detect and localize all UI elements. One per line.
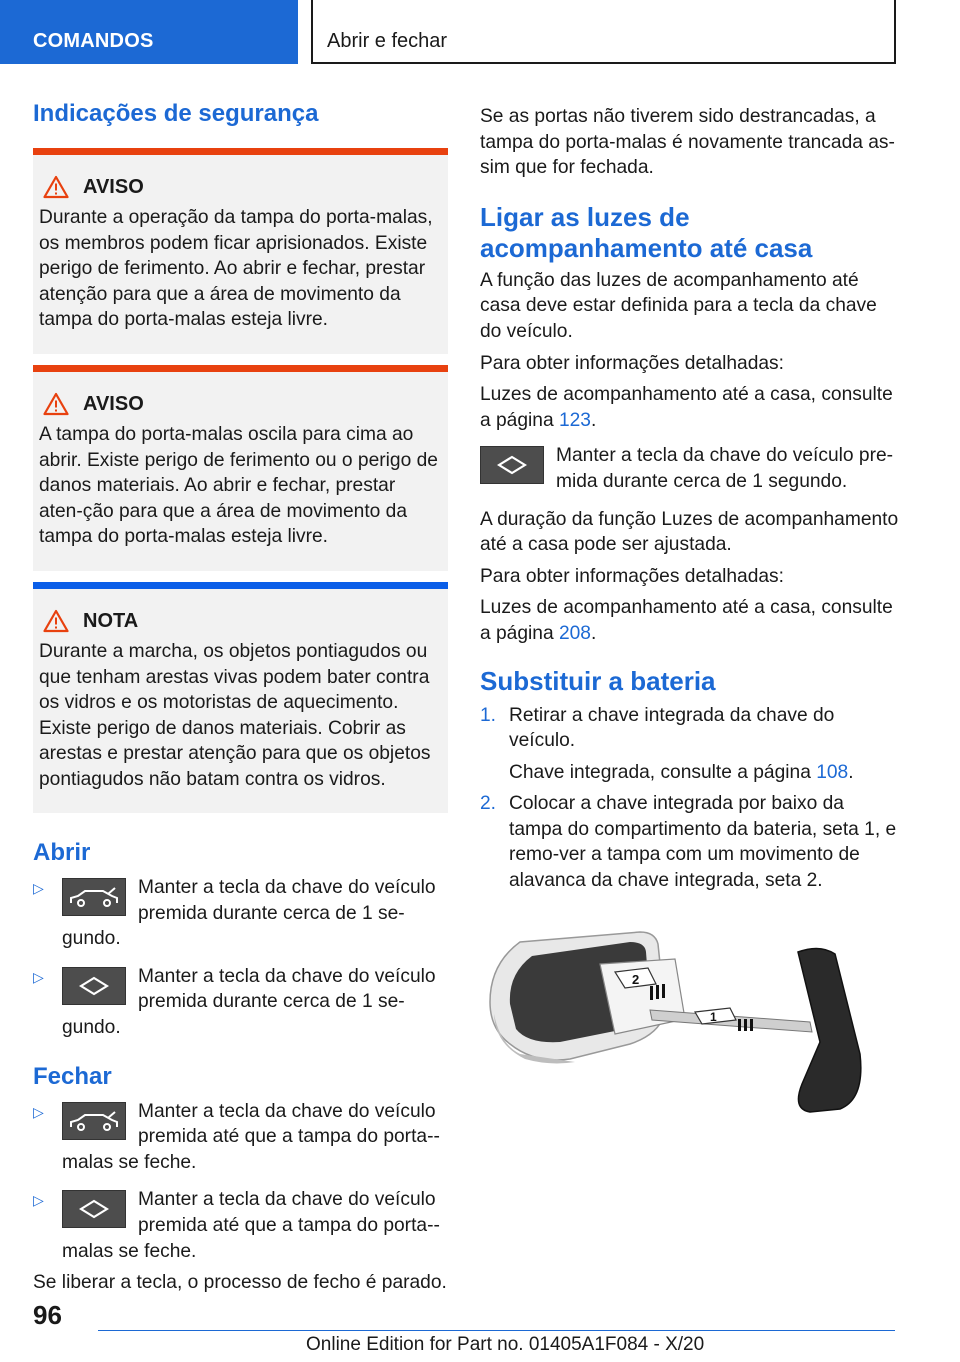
list-item-text: Manter a tecla da chave do veículo premida até que a tampa do porta--malas se feche. <box>62 1100 440 1173</box>
step-number: 1. <box>480 704 497 726</box>
key-battery-illustration <box>480 924 880 1124</box>
list-item-text: Manter a tecla da chave do veículo premida durante cerca de 1 se-gundo. <box>62 877 436 950</box>
warning-triangle-icon <box>43 609 69 633</box>
triangle-bullet-icon: ▷ <box>33 1192 44 1209</box>
notice-label: AVISO <box>83 392 144 415</box>
page-link[interactable]: 123 <box>558 409 591 431</box>
fechar-title: Fechar <box>33 1062 112 1090</box>
trunk-key-icon <box>62 878 126 916</box>
page-reference: Luzes de acompanhamento até a casa, consulte a página 208. <box>480 597 893 644</box>
luzes-title: Ligar as luzes de acompanhamento até casa <box>480 201 813 263</box>
intro-text: Se as portas não tiverem sido destrancadas, a tampa do porta-malas é novamente trancada as-sim que for fechada. <box>480 106 895 179</box>
page-reference: Luzes de acompanhamento até a casa, consulte a página 123. <box>480 384 893 431</box>
page-number: 96 <box>33 1300 62 1330</box>
left-column <box>33 100 448 1296</box>
diamond-key-icon <box>480 446 544 484</box>
list-item-text: Manter a tecla da chave do veículo premida durante cerca de 1 se-gundo. <box>62 965 436 1038</box>
warning-notice <box>33 148 448 354</box>
step-subitem: Chave integrada, consulte a página 108. <box>509 761 854 783</box>
info-label: Para obter informações detalhadas: <box>480 352 784 374</box>
luzes-text: A função das luzes de acompanhamento até casa deve estar definida para a tecla da chave do veículo. <box>480 269 877 342</box>
step-item <box>480 791 900 893</box>
reference-text: Chave integrada, consulte a página <box>509 761 817 783</box>
abrir-title: Abrir <box>33 839 91 866</box>
note-notice <box>33 582 448 813</box>
section-label: COMANDOS <box>33 30 154 52</box>
page-link[interactable]: 208 <box>558 622 591 644</box>
key-instruction <box>480 443 900 494</box>
footer-divider <box>98 1330 895 1331</box>
step-number: 2. <box>480 793 497 815</box>
warning-triangle-icon <box>43 175 69 199</box>
notice-text: Durante a marcha, os objetos pontiagudos ou que tenham arestas vivas podem bater contra os vidros e os motoristas de aquecimento. Existe perigo de danos materiais. Cobrir as arestas e prestar atenção para que os objetos pontiagudos não batam contra os vidros. <box>39 641 431 790</box>
step-text: Retirar a chave integrada da chave do veículo. <box>509 704 835 752</box>
diamond-key-icon <box>62 967 126 1005</box>
reference-text: Luzes de acompanhamento até a casa, consulte a página <box>480 384 893 431</box>
notice-text: A tampa do porta-malas oscila para cima ao abrir. Existe perigo de ferimento ou o perigo de danos materiais. Ao abrir e fechar, prestar aten-ção para que a área de movimento da tampa do porta-malas esteja livre. <box>39 424 438 548</box>
notice-label: NOTA <box>83 609 139 632</box>
section-tab <box>0 0 298 64</box>
triangle-bullet-icon: ▷ <box>33 880 44 896</box>
arrow-label-1: 1 <box>710 1009 717 1024</box>
chapter-label: Abrir e fechar <box>327 30 448 52</box>
info-label: Para obter informações detalhadas: <box>480 565 784 587</box>
fechar-note: Se liberar a tecla, o processo de fecho é parado. <box>33 1272 447 1294</box>
page-link[interactable]: 108 <box>816 761 849 783</box>
list-item <box>33 964 448 1041</box>
warning-notice <box>33 365 448 571</box>
bateria-title: Substituir a bateria <box>480 665 716 696</box>
warning-triangle-icon <box>43 392 69 416</box>
notice-label: AVISO <box>83 175 144 198</box>
duration-text: A duração da função Luzes de acompanhamento até a casa pode ser ajustada. <box>480 508 899 556</box>
triangle-bullet-icon: ▷ <box>33 1103 44 1120</box>
list-item-text: Manter a tecla da chave do veículo premida até que a tampa do porta--malas se feche. <box>62 1189 440 1262</box>
arrow-label-2: 2 <box>632 971 640 987</box>
list-item <box>33 1187 448 1264</box>
triangle-bullet-icon: ▷ <box>33 968 44 985</box>
edition-text: Online Edition for Part no. 01405A1F084 - X/20 <box>306 1334 705 1355</box>
step-text: Colocar a chave integrada por baixo da tampa do compartimento da bateria, seta 1, e remo-ver a tampa com um movimento de alavanca da chave integrada, seta 2. <box>509 793 897 892</box>
notice-text: Durante a operação da tampa do porta-malas, os membros podem ficar aprisionados. Existe perigo de ferimento. Ao abrir e fechar, prestar atenção para que a área de movimento da tampa do porta-malas esteja livre. <box>39 207 433 331</box>
list-item <box>33 1099 448 1176</box>
chapter-tab <box>311 0 896 64</box>
safety-title: Indicações de segurança <box>33 100 319 127</box>
right-column <box>480 104 900 1124</box>
diamond-key-icon <box>62 1190 126 1228</box>
trunk-key-icon <box>62 1102 126 1140</box>
step-item <box>480 703 900 754</box>
key-instruction-text: Manter a tecla da chave do veículo pre-mida durante cerca de 1 segundo. <box>556 445 894 492</box>
reference-text: Luzes de acompanhamento até a casa, consulte a página <box>480 597 893 644</box>
list-item <box>33 875 448 952</box>
